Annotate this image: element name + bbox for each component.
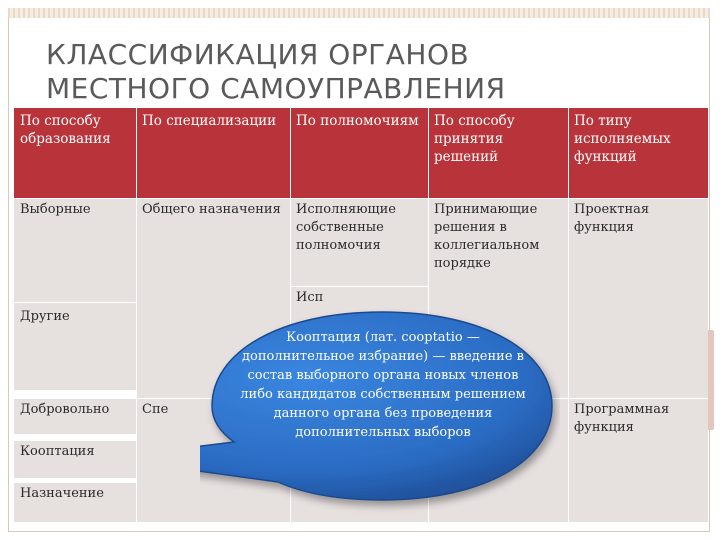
header-by-decision-method: По способу принятия решений [428,108,568,198]
cell-appointment: Назначение [14,482,136,522]
cell-program-function: Программная функция [568,398,708,522]
cell-delegated-powers: Исп [290,286,428,522]
cell-cooptation: Кооптация [14,440,136,478]
cell-collegial-decisions: Принимающие решения в коллегиальном порядке [428,198,568,522]
grid-line [14,482,136,483]
cell-other: Другие [14,302,136,390]
grid-line [290,286,428,287]
cell-elected: Выборные [14,198,136,302]
grid-line [14,440,136,441]
slide-title [46,38,686,106]
header-by-function-type: По типу исполняемых функций [568,108,708,198]
cell-own-powers: Исполняющие собственные полномочия [290,198,428,286]
cooptation-callout [200,300,560,525]
grid-line [14,302,136,303]
title-line-1: КЛАССИФИКАЦИЯ ОРГАНОВ [46,38,470,71]
title-line-2: МЕСТНОГО САМОУПРАВЛЕНИЯ [46,72,506,105]
header-by-specialization: По специализации [136,108,290,198]
callout-text: Кооптация (лат. cooptatio — дополнительное избрание) — введение в состав выборного органа новых членов либо кандидатов собственным решением данного органа без проведения дополнительных выборов [240,330,526,440]
cell-specialized: Спе [136,398,290,522]
header-by-formation: По способу образования [14,108,136,198]
slide-top-border [8,8,710,18]
grid-line [14,198,708,199]
cell-general-purpose: Общего назначения [136,198,290,398]
grid-line [568,108,569,522]
cell-project-function: Проектная функция [568,198,708,398]
header-by-powers: По полномочиям [290,108,428,198]
cell-voluntary: Добровольно [14,398,136,434]
grid-line [136,108,137,522]
